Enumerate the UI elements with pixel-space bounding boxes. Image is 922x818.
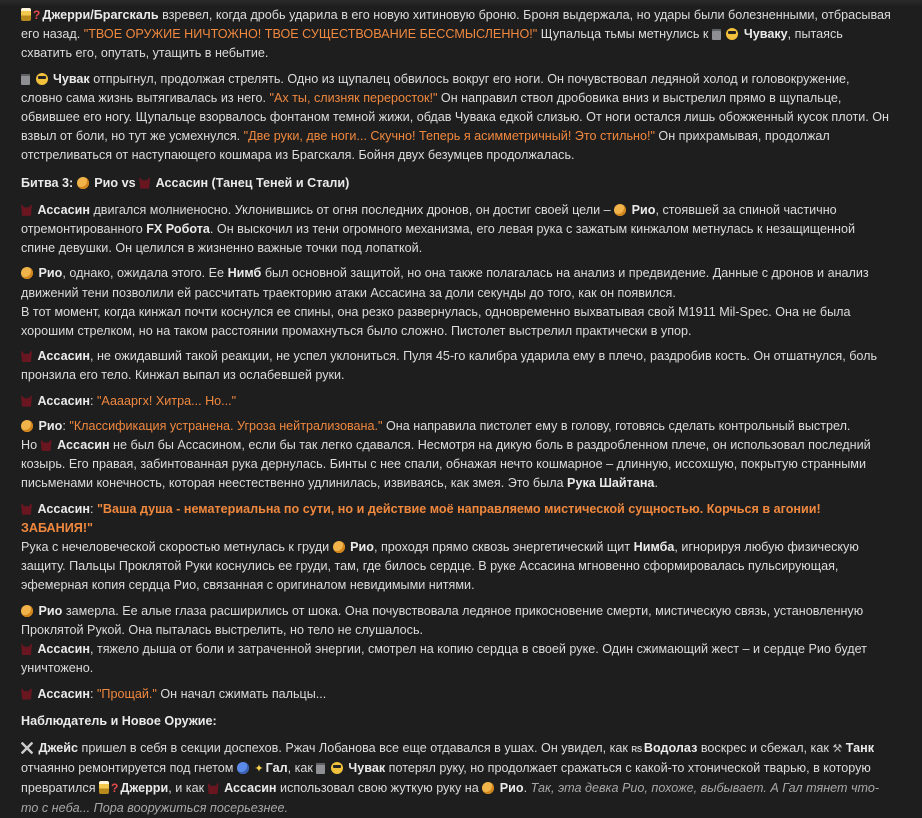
quote: "Ваша душа - нематериальна по сути, но и действие моё направляемо мистической сущностью. Корчься в агонии! ЗАБАНИЯ!" (21, 501, 821, 535)
message-assassin-curse (21, 500, 892, 538)
trash-can-icon (712, 29, 721, 40)
blue-circle-icon (237, 762, 249, 774)
message-rio-frozen (21, 602, 892, 640)
message-assassin-attack (21, 201, 892, 259)
character-name: Рио (38, 603, 63, 618)
chat-log (0, 6, 922, 818)
inner-thought: Так, эта девка Рио, похоже, выбывает. А Гал тянет что-то с неба... Пора вооружиться посерьезнее. (21, 781, 880, 815)
item-name: Нимба (633, 540, 675, 555)
heading-prefix: Битва 3: (21, 175, 77, 190)
character-name: Ассасин (224, 781, 277, 796)
message-text: воскрес и сбежал, как (697, 740, 833, 755)
character-name: Ассасин (37, 642, 90, 657)
heading-vs: vs (118, 175, 140, 190)
item-name: Нимб (227, 266, 262, 281)
character-name: Гал (265, 761, 288, 776)
message-text: Но (21, 438, 41, 453)
message-jerry (21, 6, 892, 64)
message-jace (21, 739, 892, 818)
crossed-swords-icon (21, 742, 33, 754)
character-name: Ассасин (37, 501, 90, 516)
message-assassin-heart (21, 640, 892, 678)
quote: "Прощай." (96, 686, 157, 701)
star-face-icon (21, 605, 33, 617)
message-text: , однако, ожидала этого. Ее (62, 266, 228, 281)
message-text: , проходя прямо сквозь энергетический щит (373, 540, 634, 555)
message-text: двигался молниеносно. Уклонившись от огня последних дронов, он достиг своей цели – (89, 202, 615, 217)
message-text: использовал свою жуткую руку на (276, 781, 483, 796)
beer-mug-icon (21, 8, 31, 21)
star-face-icon (482, 782, 494, 794)
character-name: Ассасин (37, 202, 90, 217)
message-hand-strike (21, 538, 892, 596)
star-face-icon (21, 267, 33, 279)
character-name: Чувак (53, 71, 90, 86)
item-name: Рука Шайтана (567, 476, 655, 491)
star-face-icon (21, 420, 33, 432)
character-name: Танк (845, 740, 875, 755)
sunglasses-face-icon (726, 28, 738, 40)
character-name: Чуваку (743, 27, 788, 42)
message-text: замерла. Ее алые глаза расширились от шока. Она почувствовала ледяное прикосновение смерти, мистическую связь, установленную Проклятой Рукой. Она пыталась выстрелить, но тело не слушалось. (21, 603, 864, 637)
star-face-icon (77, 177, 89, 189)
message-assassin-farewell (21, 685, 892, 704)
demon-mask-icon (208, 782, 219, 794)
character-name: Джейс (38, 740, 78, 755)
message-text: , стоявшей за спиной частично отремонтированного (21, 202, 837, 237)
message-assassin-hit (21, 347, 892, 385)
quote: "ТВОЕ ОРУЖИЕ НИЧТОЖНО! ТВОЕ СУЩЕСТВОВАНИЕ БЕССМЫСЛЕННО!" (83, 27, 538, 42)
quote: "Классификация устранена. Угроза нейтрализована." (69, 418, 383, 433)
trash-can-icon (21, 74, 30, 85)
message-text: , как (287, 761, 317, 776)
message-chuvak (21, 70, 892, 166)
quote: "Ах ты, слизняк переросток!" (269, 90, 438, 105)
message-text: , не ожидавший такой реакции, не успел уклониться. Пуля 45-го калибра ударила ему в плечо, раздробив кость. Он отшатнулся, боль пронзила его тело. Кинжал выпал из ослабевшей руки. (21, 349, 878, 383)
star-face-icon (614, 204, 626, 216)
message-text: , пытаясь схватить его, опутать, утащить в небытие. (21, 27, 843, 61)
message-text: потерял руку, но продолжает сражаться с какой-то хтонической тварью, в которую превратился (21, 761, 871, 796)
message-text: , тяжело дыша от боли и затраченной энергии, смотрел на копию сердца в своей руке. Один сжимающий жест – и сердце Рио будет уничтожено. (21, 642, 867, 676)
demon-mask-icon (21, 395, 32, 407)
message-narration: В тот момент, когда кинжал почти коснулся ее спины, она резко развернулась, одновременно выхватывая свой M1911 Mil-Spec. Она не была хорошим стрелком, но на таком расстоянии промахнуться было сложно. Пистолет выстрелил практически в упор. (21, 304, 851, 339)
red-question-icon: ? (33, 8, 41, 22)
message-text: , игнорируя любую физическую защиту. Пальцы Проклятой Руки коснулись ее груди, там, где билось сердце. В руке Ассасина мгновенно сформировалась пульсирующая, эфемерная копия сердца Рио, связанная с оригиналом невидимыми нитями. (21, 540, 859, 593)
character-name: Рио (38, 266, 63, 281)
message-text: отчаянно ремонтируется под гнетом (21, 761, 237, 776)
message-text: не был бы Ассасином, если бы так легко сдавался. Несмотря на дикую боль в раздробленном плече, он использовал последний козырь. Его правая, забинтованная рука дернулась. Бинты с нее спали, обнажая нечто кошмарное – длинную, иссохшую, покрытую странными письменами конечность, которая неестественно удлинилась, извиваясь, как змея. Это была (21, 438, 871, 491)
hook-icon: ⚒ (832, 742, 843, 755)
character-name: Джерри (120, 781, 169, 796)
character-name: Ассасин (37, 686, 90, 701)
heading-text: Наблюдатель и Новое Оружие: (21, 713, 217, 728)
heading-suffix: (Танец Теней и Стали) (208, 175, 350, 190)
sparkles-icon: ✦ (254, 763, 264, 776)
red-question-icon: ? (111, 781, 119, 796)
quote: "Две руки, две ноги... Скучно! Теперь я асимметричный! Это стильно!" (243, 129, 655, 144)
message-text: . Он выскочил из тени огромного механизма, его левая рука с зажатым кинжалом метнулась к незащищенной спине девушки. Он целился в жизненно важные точки под лопаткой. (21, 222, 855, 256)
quote: "Ааааргх! Хитра... Но..." (96, 393, 237, 408)
message-assassin-line (21, 392, 892, 411)
sunglasses-face-icon (36, 73, 48, 85)
character-name: Ассасин (155, 175, 209, 190)
message-text: взревел, когда дробь ударила в его новую хитиновую броню. Броня выдержала, но удары были болезненными, отбрасывая его назад. (21, 8, 891, 42)
character-name: Водолаз (643, 740, 698, 755)
battle-heading (21, 174, 892, 193)
demon-mask-icon (41, 439, 52, 451)
message-text: Он направил ствол дробовика вниз и выстрелил прямо в щупальце, обвившее его ногу. Щупальце взорвалось фонтаном темной жижи, обдав Чувака едкой слизью. От ноги остался лишь обожженный кусок плоти. Он взвыл от боли, но тут же усмехнулся. (21, 90, 890, 144)
message-text: пришел в себя в секции доспехов. Ржач Лобанова все еще отдавался в ушах. Он увидел, как (78, 740, 632, 755)
character-name: Рио (94, 175, 119, 190)
separator: : (89, 686, 97, 701)
separator: : (89, 393, 97, 408)
demon-mask-icon (21, 688, 32, 700)
separator: : (89, 501, 97, 516)
message-text: . (523, 781, 531, 796)
character-name: Рио (631, 202, 656, 217)
star-face-icon (333, 541, 345, 553)
message-text: , и как (168, 781, 208, 796)
message-rio-expect (21, 264, 892, 302)
message-text: . (654, 476, 658, 491)
message-text: Она направила пистолет ему в голову, готовясь сделать контрольный выстрел. (382, 418, 851, 433)
demon-mask-icon (21, 643, 32, 655)
demon-mask-icon (21, 503, 32, 515)
character-name: Рио (38, 418, 63, 433)
character-name: Джерри/Брагскаль (42, 8, 159, 22)
character-name: Рио (499, 781, 524, 796)
message-rio-line (21, 417, 892, 436)
message-text: Он прихрамывая, продолжал отстреливаться от наступающего кошмара из Брагскаля. Бойня двух безумцев продолжалась. (21, 129, 830, 163)
character-name: Рио (350, 540, 374, 555)
beer-mug-icon (99, 781, 109, 794)
message-text: Он начал сжимать пальцы... (156, 686, 327, 701)
message-text: Рука с нечеловеческой скоростью метнулась к груди (21, 540, 333, 555)
message-text: отпрыгнул, продолжая стрелять. Одно из щупалец обвилось вокруг его ноги. Он почувствовал ледяной холод и головокружение, словно сама жизнь вытягивалась из него. (21, 71, 850, 105)
demon-mask-icon (21, 204, 32, 216)
demon-mask-icon (139, 177, 150, 189)
message-text: Щупальца тьмы метнулись к (537, 27, 712, 42)
section-heading (21, 712, 892, 731)
character-name: Ассасин (37, 393, 90, 408)
demon-mask-icon (21, 350, 32, 362)
rs-tag: RS (631, 744, 642, 754)
character-name: Ассасин (57, 438, 110, 453)
item-name: FX Робота (146, 222, 210, 237)
message-text: был основной защитой, но она также полагалась на анализ и предвидение. Данные с дронов и анализ движений тени позволили ей рассчитать траекторию атаки Ассасина за доли секунды до того, как он появился. (21, 266, 869, 300)
trash-can-icon (316, 763, 325, 774)
character-name: Чувак (348, 761, 386, 776)
separator: : (62, 418, 70, 433)
message-assassin-hand (21, 436, 892, 494)
character-name: Ассасин (37, 349, 90, 364)
sunglasses-face-icon (331, 762, 343, 774)
